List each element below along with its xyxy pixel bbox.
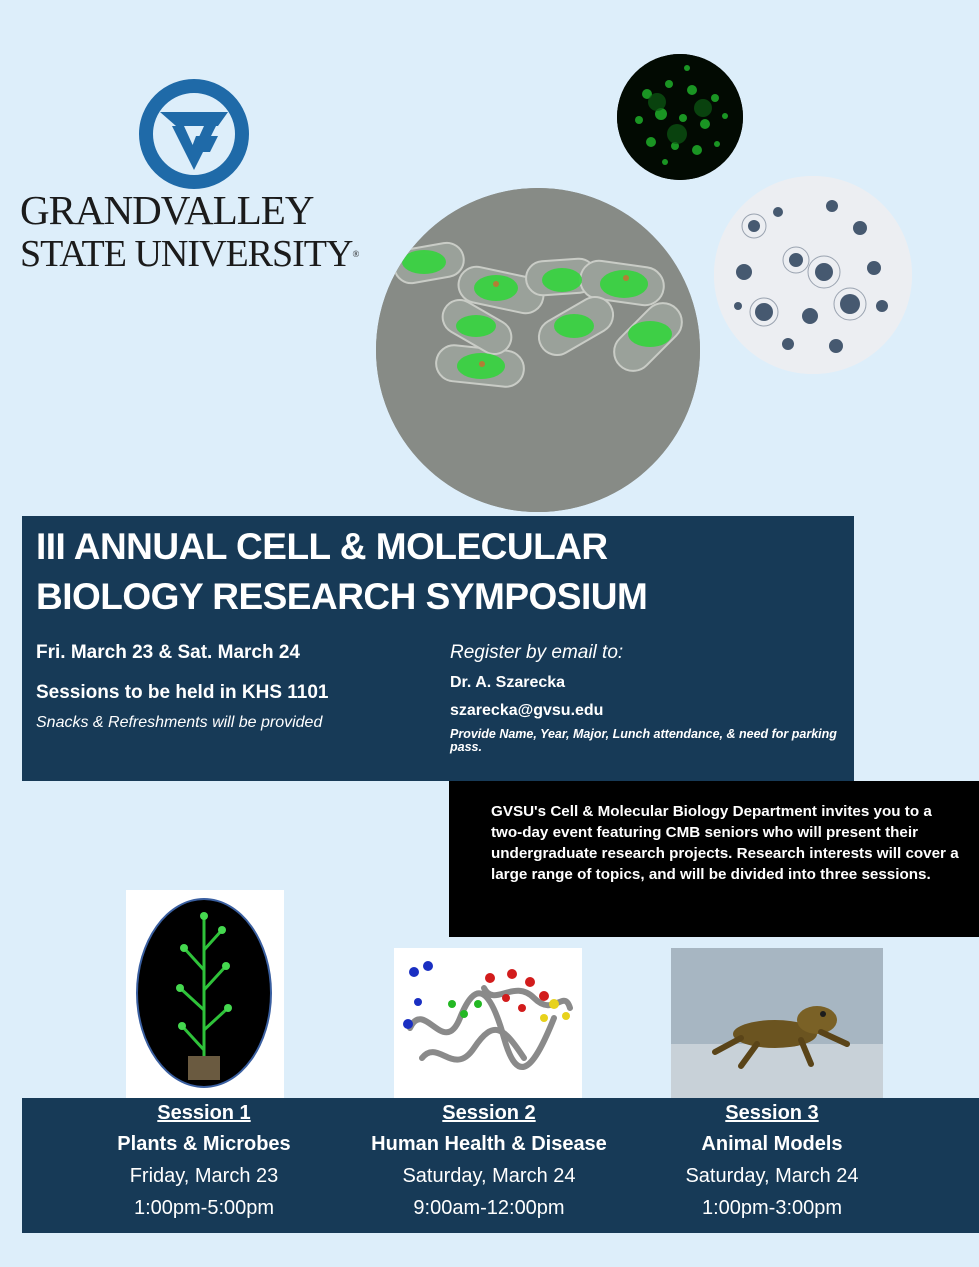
session-date: Saturday, March 24: [685, 1165, 859, 1187]
session-title: Session 3: [725, 1102, 819, 1124]
registration-note: Provide Name, Year, Major, Lunch attendance, & need for parking pass.: [450, 727, 837, 754]
plant-image: [126, 890, 284, 1098]
session-time: 1:00pm-3:00pm: [701, 1197, 843, 1219]
event-location: Sessions to be held in KHS 1101: [36, 682, 329, 703]
session-date: Friday, March 23: [129, 1165, 279, 1187]
fluorescent-cells-image: [617, 54, 743, 180]
logo-wordmark-line1: GRANDVALLEY: [20, 187, 314, 233]
contact-email: szarecka@gvsu.edu: [450, 702, 604, 719]
session-topic: Human Health & Disease: [371, 1133, 607, 1155]
session-time: 1:00pm-5:00pm: [133, 1197, 275, 1219]
session-date: Saturday, March 24: [402, 1165, 576, 1187]
snacks-note: Snacks & Refreshments will be provided: [36, 714, 323, 731]
symposium-title-line2: BIOLOGY RESEARCH SYMPOSIUM: [36, 576, 648, 617]
session-topic: Plants & Microbes: [117, 1133, 291, 1155]
bacteria-microscopy-image: [376, 188, 700, 512]
protein-structure-image: [394, 948, 582, 1098]
event-description: GVSU's Cell & Molecular Biology Department invites you to a two-day event featuring CMB seniors who will present their undergraduate research projects. Research interests will cover a large range of topics, and will be divided into three sessions.: [491, 803, 959, 883]
title-banner: [22, 516, 854, 781]
contact-name: Dr. A. Szarecka: [450, 674, 566, 691]
session-title: Session 2: [442, 1102, 536, 1124]
register-heading: Register by email to:: [450, 642, 624, 663]
session-time: 9:00am-12:00pm: [413, 1197, 565, 1219]
gvsu-logo-icon: [138, 78, 250, 190]
stained-cells-image: [714, 176, 912, 374]
session-title: Session 1: [157, 1102, 251, 1124]
sessions-banner: [22, 1098, 979, 1233]
description-box: [449, 781, 979, 937]
symposium-title-line1: III ANNUAL CELL & MOLECULAR: [36, 526, 608, 567]
event-dates: Fri. March 23 & Sat. March 24: [36, 642, 300, 663]
session-1: [54, 1098, 354, 1224]
session-2: [339, 1098, 639, 1224]
session-topic: Animal Models: [701, 1133, 843, 1155]
logo-wordmark-line2: STATE UNIVERSITY®: [20, 233, 359, 275]
frog-image: [671, 948, 883, 1098]
plant-oval-frame: [136, 898, 272, 1088]
session-3: [622, 1098, 922, 1224]
